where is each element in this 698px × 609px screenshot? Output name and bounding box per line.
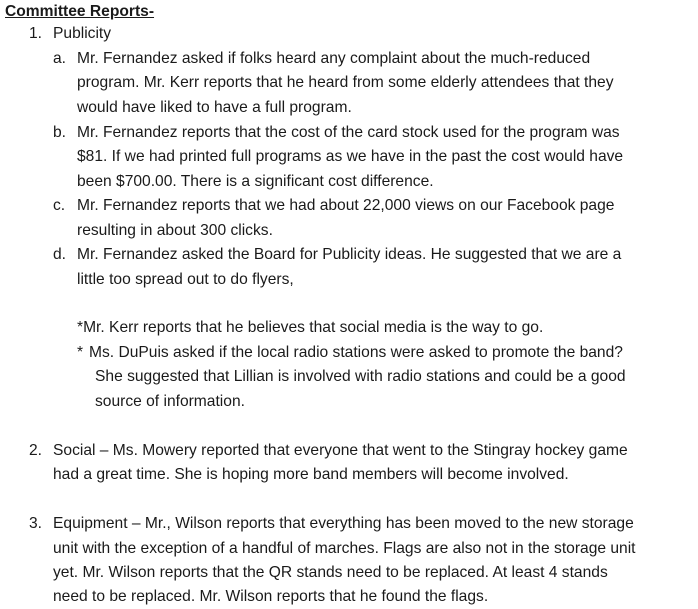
paragraph-line: Social – Ms. Mowery reported that everyone that went to the Stingray hockey game [53, 442, 628, 459]
paragraph-line: unit with the exception of a handful of marches. Flags are also not in the storage unit [53, 540, 636, 557]
note-line: Ms. DuPuis asked if the local radio stations were asked to promote the band? [89, 344, 623, 361]
sub-item-marker: a. [53, 50, 67, 67]
paragraph-line: yet. Mr. Wilson reports that the QR stands need to be replaced. At least 4 stands [53, 564, 608, 581]
paragraph-line: would have liked to have a full program. [77, 99, 352, 116]
note-marker: * [77, 344, 84, 361]
paragraph-line: program. Mr. Kerr reports that he heard from some elderly attendees that they [77, 74, 614, 91]
paragraph-line: little too spread out to do flyers, [77, 271, 294, 288]
list-marker: 1. [29, 25, 43, 42]
sub-item-marker: c. [53, 197, 66, 214]
note-line: She suggested that Lillian is involved with radio stations and could be a good [95, 368, 626, 385]
list-item-title: Publicity [53, 25, 112, 42]
list-marker: 3. [29, 515, 43, 532]
paragraph-line: Mr. Fernandez asked the Board for Publicity ideas. He suggested that we are a [77, 246, 622, 263]
paragraph-line: resulting in about 300 clicks. [77, 222, 273, 239]
paragraph-line: $81. If we had printed full programs as we have in the past the cost would have [77, 148, 624, 165]
paragraph-line: Equipment – Mr., Wilson reports that everything has been moved to the new storage [53, 515, 634, 532]
paragraph-line: had a great time. She is hoping more band members will become involved. [53, 466, 569, 483]
paragraph-line: Mr. Fernandez reports that the cost of the card stock used for the program was [77, 124, 620, 141]
paragraph-line: Mr. Fernandez asked if folks heard any complaint about the much-reduced [77, 50, 591, 67]
paragraph-line: Mr. Fernandez reports that we had about 22,000 views on our Facebook page [77, 197, 615, 214]
note-line: *Mr. Kerr reports that he believes that social media is the way to go. [77, 319, 544, 336]
paragraph-line: been $700.00. There is a significant cost difference. [77, 173, 434, 190]
sub-item-marker: b. [53, 124, 67, 141]
list-marker: 2. [29, 442, 43, 459]
note-line: source of information. [95, 393, 245, 410]
paragraph-line: need to be replaced. Mr. Wilson reports that he found the flags. [53, 588, 489, 605]
sub-item-marker: d. [53, 246, 67, 263]
section-heading: Committee Reports- [5, 3, 155, 20]
